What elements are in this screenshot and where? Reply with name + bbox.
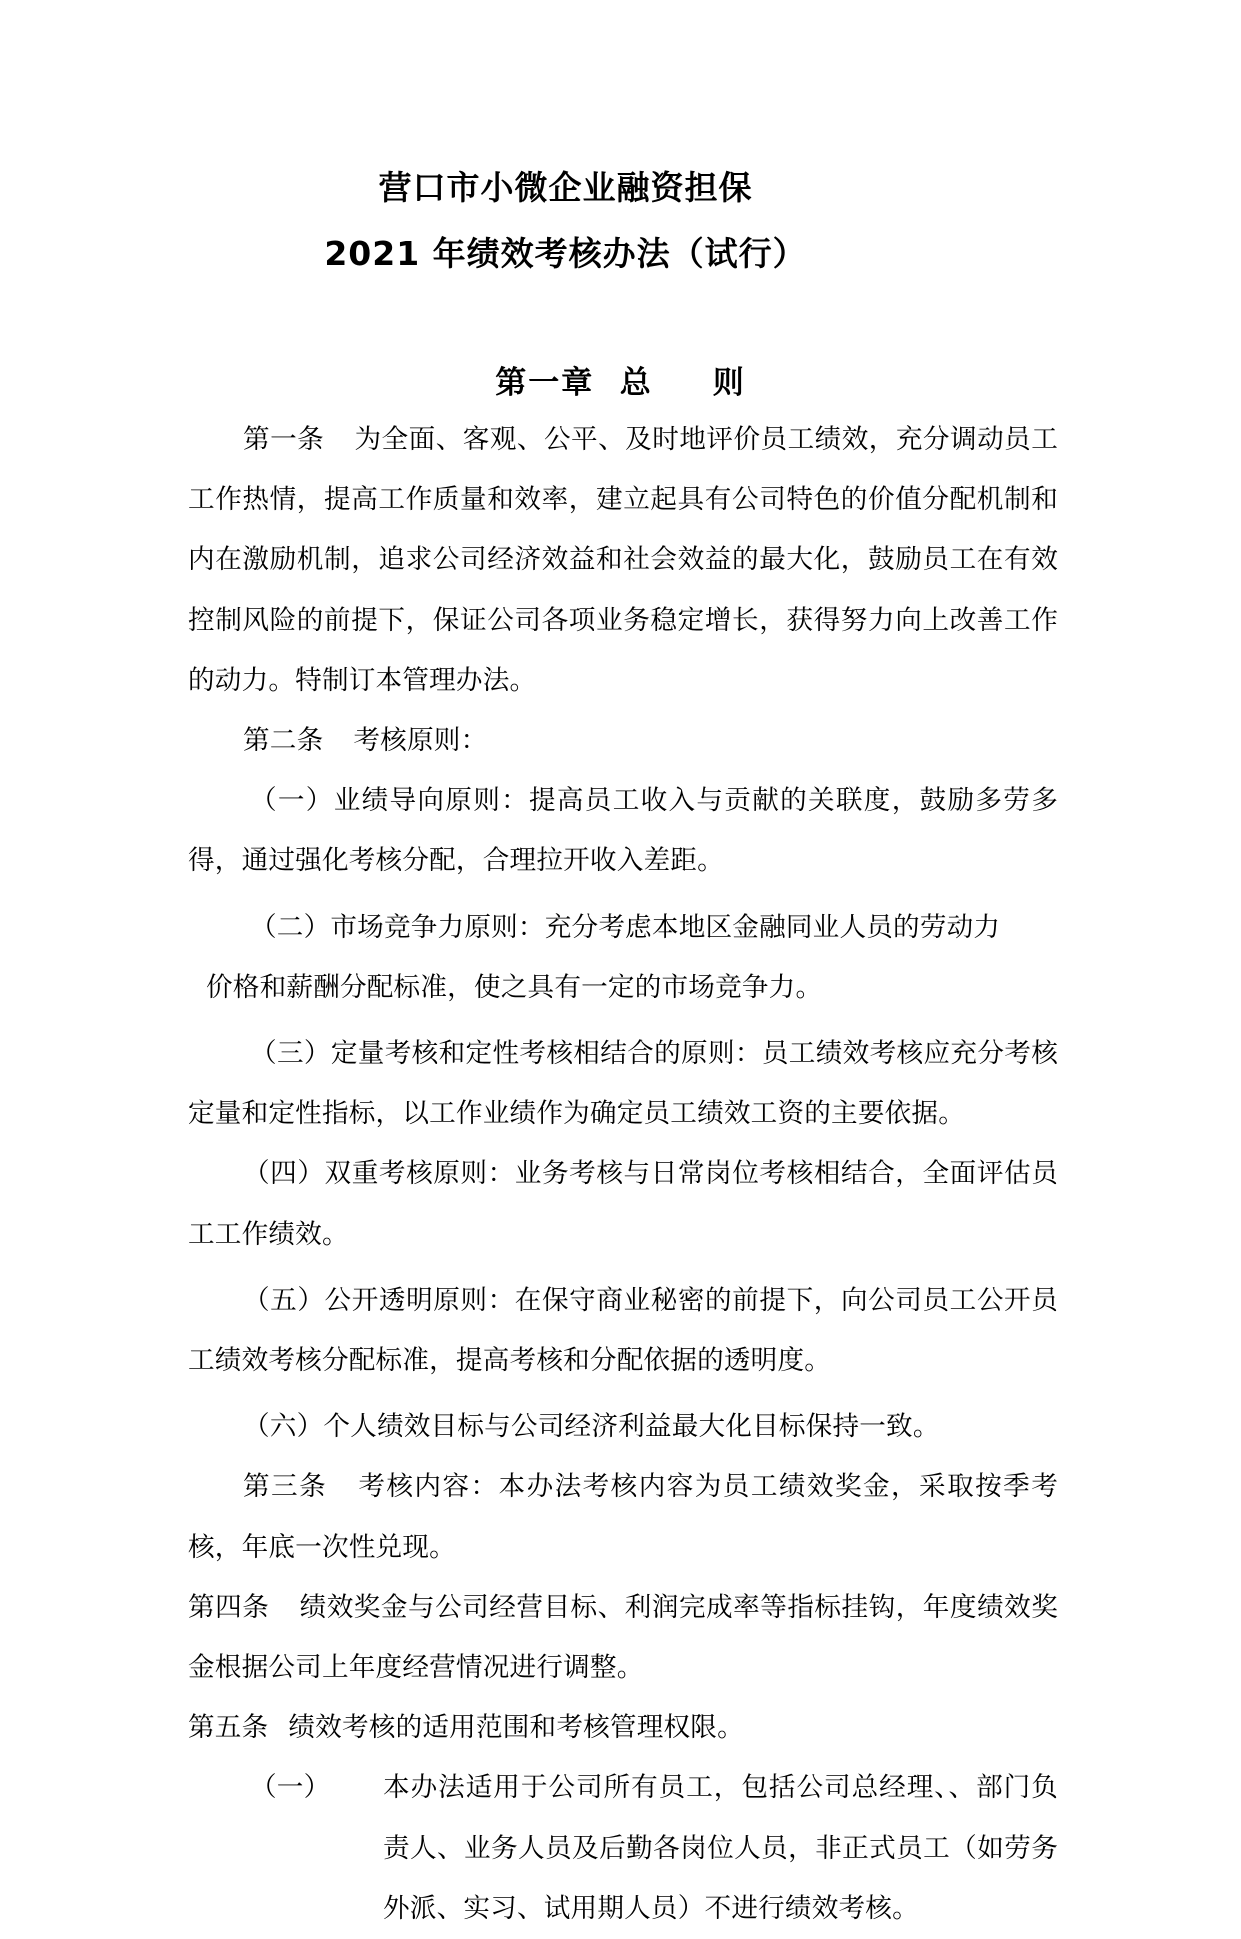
article-3 xyxy=(188,1457,1058,1577)
article-3-text: 考核内容：本办法考核内容为员工绩效奖金，采取按季考核，年底一次性兑现。 xyxy=(188,1471,1058,1563)
article-5-text: 绩效考核的适用范围和考核管理权限。 xyxy=(288,1712,744,1744)
article-2-text: 考核原则： xyxy=(353,725,488,757)
document-body xyxy=(188,410,1058,1939)
article-1-text: 为全面、客观、公平、及时地评价员工绩效，充分调动员工工作热情，提高工作质量和效率，建立起具有公司特色的价值分配机制和内在激励机制，追求公司经济效益和社会效益的最大化，鼓励员工在有效控制风险的前提下，保证公司各项业务稳定增长，获得努力向上改善工作的动力。特制订本管理办法。 xyxy=(188,424,1058,696)
article-1-label: 第一条 xyxy=(243,424,325,455)
article-5 xyxy=(188,1698,1058,1758)
principle-2-line-2: 价格和薪酬分配标准，使之具有一定的市场竞争力。 xyxy=(206,971,823,1003)
scope-item-1 xyxy=(188,1758,1058,1939)
document-title-line-2: 2021 年绩效考核办法（试行） xyxy=(324,234,807,273)
chapter-heading-left: 第一章 总 xyxy=(495,365,653,401)
article-4-text: 绩效奖金与公司经营目标、利润完成率等指标挂钩，年度绩效奖金根据公司上年度经营情况进行调整。 xyxy=(188,1591,1058,1684)
principle-2-line-1: （二）市场竞争力原则：充分考虑本地区金融同业人员的劳动力 xyxy=(250,911,1001,943)
article-2 xyxy=(188,711,1058,771)
principle-2 xyxy=(188,898,1058,1018)
chapter-heading xyxy=(0,357,1241,402)
article-1 xyxy=(188,410,1058,711)
principle-4: （四）双重考核原则：业务考核与日常岗位考核相结合，全面评估员工工作绩效。 xyxy=(188,1158,1058,1250)
scope-item-1-text: 本办法适用于公司所有员工，包括公司总经理、、部门负责人、业务人员及后勤各岗位人员，非正式员工（如劳务外派、实习、试用期人员）不进行绩效考核。 xyxy=(383,1772,1058,1924)
principle-3: （三）定量考核和定性考核相结合的原则：员工绩效考核应充分考核定量和定性指标，以工作业绩作为确定员工绩效工资的主要依据。 xyxy=(188,1038,1058,1130)
chapter-heading-right: 则 xyxy=(712,365,746,401)
principle-6: （六）个人绩效目标与公司经济利益最大化目标保持一致。 xyxy=(243,1411,940,1443)
document-title-line-1: 营口市小微企业融资担保 xyxy=(378,168,753,207)
article-4 xyxy=(188,1578,1058,1698)
scope-item-1-marker: （一） xyxy=(250,1772,331,1804)
article-4-label: 第四条 xyxy=(188,1591,270,1623)
principle-1: （一）业绩导向原则：提高员工收入与贡献的关联度，鼓励多劳多得，通过强化考核分配，合理拉开收入差距。 xyxy=(188,785,1058,877)
principle-5: （五）公开透明原则：在保守商业秘密的前提下，向公司员工公开员工绩效考核分配标准，提高考核和分配依据的透明度。 xyxy=(188,1284,1058,1377)
article-5-label: 第五条 xyxy=(188,1712,269,1744)
article-3-label: 第三条 xyxy=(243,1471,328,1503)
article-2-label: 第二条 xyxy=(243,725,324,757)
